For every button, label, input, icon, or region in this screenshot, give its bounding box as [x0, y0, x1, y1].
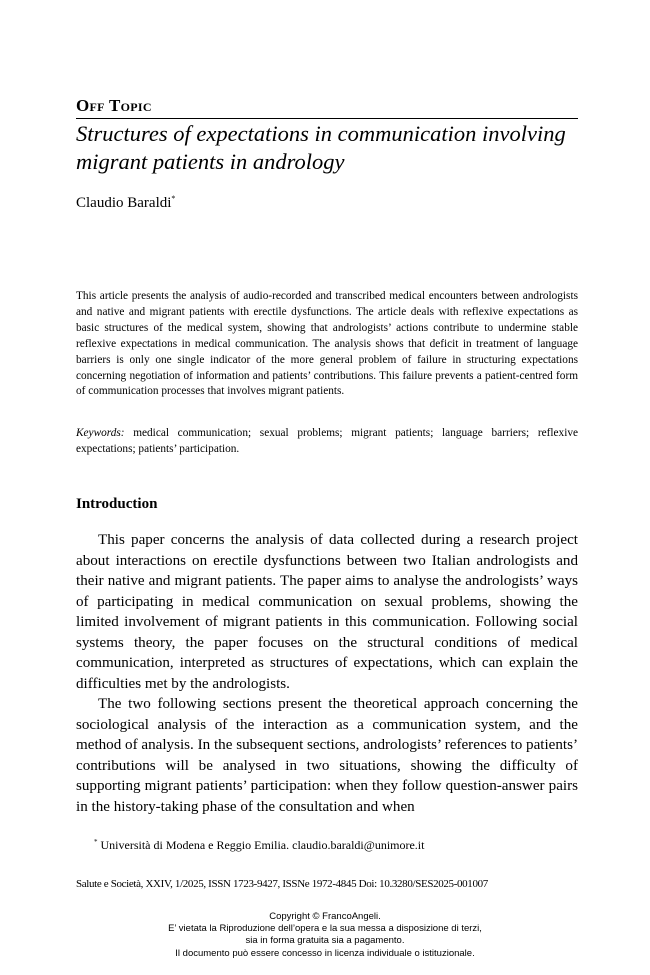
copyright-line: Il documento può essere concesso in licenza individuale o istituzionale.: [175, 947, 475, 959]
author-line: [76, 194, 175, 212]
section-label: Off Topic: [76, 96, 152, 115]
body-text: [76, 530, 578, 817]
copyright-line: sia in forma gratuita sia a pagamento.: [245, 935, 405, 947]
header-rule: [76, 118, 578, 119]
abstract: This article presents the analysis of audio-recorded and transcribed medical encounters between andrologists and native and migrant patients with erectile dysfunctions. The article deals with reflexive expectations as basic structures of the medical system, showing that andrologists’ actions contribute to undermine stable reflexive expectations in medical communication. The analysis shows that deficit in treatment of language barriers is only one single indicator of the more general problem of failure in structuring expectations concerning negotiation of information and patients’ contributions. This failure prevents a patient-centred form of communication processes that involves migrant patients.: [76, 290, 578, 398]
copyright-line: Copyright © FrancoAngeli.: [269, 911, 381, 922]
keywords: [76, 426, 578, 458]
journal-citation: Salute e Società, XXIV, 1/2025, ISSN 1723-9427, ISSNe 1972-4845 Doi: 10.3280/SES2025-001007: [76, 878, 488, 890]
section-heading-introduction: Introduction: [76, 496, 158, 512]
author-footnote-mark: *: [171, 194, 176, 203]
paragraph: This paper concerns the analysis of data collected during a research project about interactions on erectile dysfunctions between two Italian andrologists and their native and migrant patients. The paper aims to analyse the andrologists’ ways of participating in medical communication on sexual problems, showing the limited involvement of migrant patients in this communication. Following social systems theory, the paper focuses on the structural conditions of medical communication, interpreted as structures of expectations, which can explain the difficulties met by the andrologists.: [76, 532, 578, 692]
footnote-mark: *: [94, 838, 98, 846]
footnote-text: Università di Modena e Reggio Emilia. claudio.baraldi@unimore.it: [100, 838, 425, 852]
footnote: [94, 838, 424, 853]
keywords-label: Keywords:: [76, 427, 125, 439]
article-title: Structures of expectations in communication involving migrant patients in andrology: [76, 121, 566, 174]
author-name: Claudio Baraldi: [76, 195, 172, 211]
copyright-line: E’ vietata la Riproduzione dell’opera e la sua messa a disposizione di terzi,: [168, 923, 482, 935]
copyright-notice: [0, 911, 650, 960]
keywords-text: medical communication; sexual problems; migrant patients; language barriers; reflexive expectations; patients’ participation.: [76, 427, 578, 455]
paragraph: The two following sections present the theoretical approach concerning the sociological analysis of the interaction as a communication system, and the method of analysis. In the subsequent sections, andrologists’ references to patients’ contributions will be analysed in two situations, showing the difficulty of supporting migrant patients’ participation: when they follow question-answer pairs in the history-taking phase of the consultation and when: [76, 696, 578, 815]
